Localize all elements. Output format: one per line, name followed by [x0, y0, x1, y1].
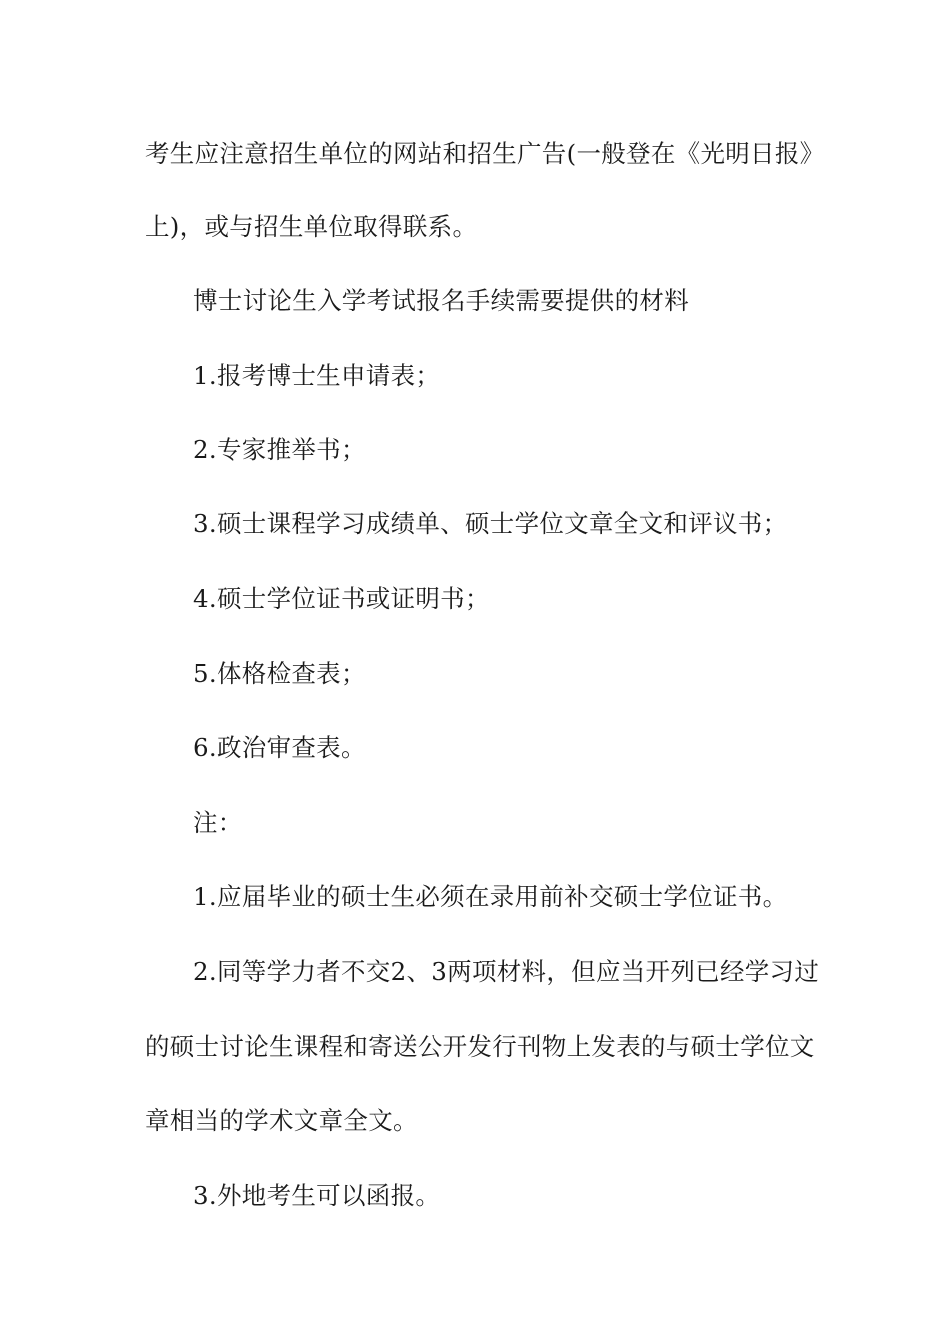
list-item: 6.政治审查表。: [193, 733, 366, 762]
paragraph-line: 上)，或与招生单位取得联系。: [145, 212, 478, 241]
list-item: 2.专家推举书；: [193, 435, 366, 464]
list-item: 1.报考博士生申请表；: [193, 361, 441, 390]
list-item: 3.硕士课程学习成绩单、硕士学位文章全文和评议书；: [193, 509, 788, 538]
section-heading: 博士讨论生入学考试报名手续需要提供的材料: [193, 286, 689, 315]
list-item: 4.硕士学位证书或证明书；: [193, 584, 490, 613]
note-item: 2.同等学力者不交2、3两项材料，但应当开列已经学习过: [193, 957, 820, 986]
list-item: 5.体格检查表；: [193, 659, 366, 688]
paragraph-line: 的硕士讨论生课程和寄送公开发行刊物上发表的与硕士学位文: [145, 1032, 815, 1061]
note-item: 3.外地考生可以函报。: [193, 1181, 441, 1210]
paragraph-line: 考生应注意招生单位的网站和招生广告(一般登在《光明日报》: [145, 139, 825, 168]
note-label: 注：: [193, 808, 243, 837]
paragraph-line: 章相当的学术文章全文。: [145, 1106, 418, 1135]
note-item: 1.应届毕业的硕士生必须在录用前补交硕士学位证书。: [193, 882, 788, 911]
